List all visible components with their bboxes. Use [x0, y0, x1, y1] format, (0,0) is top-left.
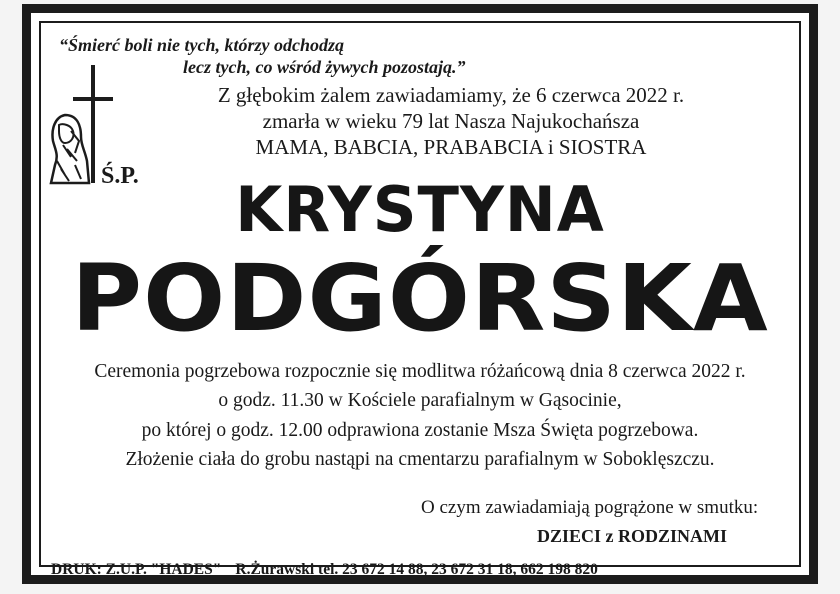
- ceremony-line-1: Ceremonia pogrzebowa rozpocznie się modlitwa różańcową dnia 8 czerwca 2022 r.: [94, 361, 746, 382]
- ceremony-line-2: o godz. 11.30 w Kościele parafialnym w Gąsocinie,: [218, 390, 622, 411]
- quote-line-1: “Śmierć boli nie tych, którzy odchodzą: [59, 35, 344, 55]
- closing-notice: O czym zawiadamiają pogrążone w smutku:: [421, 497, 759, 518]
- intro-line-2: zmarła w wieku 79 lat Nasza Najukochańsza: [262, 109, 640, 133]
- deceased-first-name: KRYSTYNA: [235, 173, 605, 246]
- obituary-frame-inner: [39, 21, 801, 578]
- quote-line-2: lecz tych, co wśród żywych pozostają.”: [183, 57, 466, 77]
- prefix-sp: Ś.P.: [101, 163, 139, 189]
- deceased-last-name: PODGÓRSKA: [71, 245, 769, 352]
- printer-contact: R.Żurawski tel. 23 672 14 88, 23 672 31 18, 662 198 820: [235, 561, 598, 578]
- ceremony-line-4: Złożenie ciała do grobu nastąpi na cmentarzu parafialnym w Soboklęszczu.: [125, 449, 715, 470]
- intro-line-3: MAMA, BABCIA, PRABABCIA i SIOSTRA: [255, 135, 647, 159]
- printer-footer: [51, 561, 598, 579]
- closing-signature: DZIECI z RODZINAMI: [537, 526, 728, 546]
- ceremony-line-3: po której o godz. 12.00 odprawiona zostanie Msza Święta pogrzebowa.: [141, 420, 699, 441]
- obituary-frame-outer: [22, 4, 818, 584]
- printer-name: DRUK: Z.U.P. "HADES": [51, 561, 222, 578]
- intro-line-1: Z głębokim żalem zawiadamiamy, że 6 czerwca 2022 r.: [217, 83, 685, 107]
